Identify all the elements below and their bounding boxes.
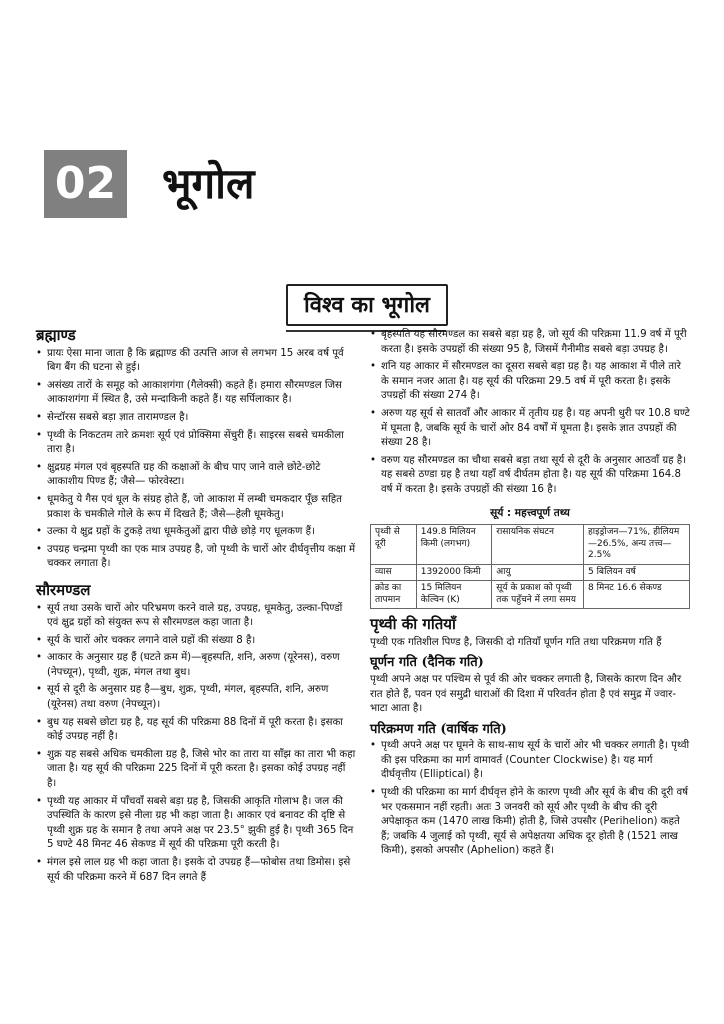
list-item: • सेन्टॉरस सबसे बड़ा ज्ञात तारामण्डल है। xyxy=(36,411,356,426)
table-cell: 1392000 किमी xyxy=(416,564,492,581)
brahmand-list xyxy=(36,347,356,572)
table-cell: हाइड्रोजन—71%, हीलियम—26.5%, अन्य तत्त्व—2.5% xyxy=(584,525,690,565)
list-item: • बृहस्पति यह सौरमण्डल का सबसे बड़ा ग्रह है, जो सूर्य की परिक्रमा 11.9 वर्ष में पूरी करता है। इसके उपग्रहों की संख्या 95 है, जिसमें गैनीमीड सबसे बड़ा उपग्रह है। xyxy=(370,328,690,357)
table-row xyxy=(371,564,690,581)
list-item: • पृथ्वी अपने अक्ष पर घूमने के साथ-साथ सूर्य के चारों ओर भी चक्कर लगाती है। पृथ्वी की इस परिक्रमा का मार्ग वामावर्त (Counter Clockwise) है। यह मार्ग दीर्घवृत्तीय (Elliptical) है। xyxy=(370,739,690,783)
table-row xyxy=(371,525,690,565)
table-cell: व्यास xyxy=(371,564,417,581)
planets-list xyxy=(370,328,690,498)
table-cell: 15 मिलियन केल्विन (K) xyxy=(416,581,492,609)
list-item: • शुक्र यह सबसे अधिक चमकीला ग्रह है, जिसे भोर का तारा या साँझ का तारा भी कहा जाता है। यह सूर्य की परिक्रमा 225 दिनों में पूरी करता है। इसका कोई उपग्रह नहीं है। xyxy=(36,748,356,792)
table-cell: 8 मिनट 16.6 सेकण्ड xyxy=(584,581,690,609)
list-item: • सूर्य के चारों ओर चक्कर लगाने वाले ग्रहों की संख्या 8 है। xyxy=(36,634,356,649)
table-cell: क्रोड का तापमान xyxy=(371,581,417,609)
list-item: • बुध यह सबसे छोटा ग्रह है, यह सूर्य की परिक्रमा 88 दिनों में पूरी करता है। इसका कोई उपग्रह नहीं है। xyxy=(36,716,356,745)
table-row xyxy=(371,581,690,609)
chapter-title: भूगोल xyxy=(162,159,255,208)
list-item: • असंख्य तारों के समूह को आकाशगंगा (गैलेक्सी) कहते हैं। हमारा सौरमण्डल जिस आकाशगंगा में स्थित है, उसे मन्दाकिनी कहते हैं। यह सर्पिलाकार है। xyxy=(36,379,356,408)
chapter-number: 02 xyxy=(44,150,127,218)
section-title: विश्व का भूगोल xyxy=(286,284,448,326)
list-item: • शनि यह आकार में सौरमण्डल का दूसरा सबसे बड़ा ग्रह है। यह आकाश में पीले तारे के समान नजर आता है। यह सूर्य की परिक्रमा 29.5 वर्ष में पूरी करता है। इसके उपग्रहों की संख्या 274 है। xyxy=(370,360,690,404)
list-item: • पृथ्वी की परिक्रमा का मार्ग दीर्घवृत्त होने के कारण पृथ्वी और सूर्य के बीच की दूरी वर्ष भर एकसमान नहीं रहती। अतः 3 जनवरी को सूर्य और पृथ्वी के बीच की दूरी अपेक्षाकृत कम (1470 लाख किमी) होती है, जिसे उपसौर (Perihelion) कहते हैं; जबकि 4 जुलाई को पृथ्वी, सूर्य से अपेक्षतया अधिक दूर होती है (1521 लाख किमी), इसको अपसौर (Aphelion) कहते हैं। xyxy=(370,786,690,859)
sun-table-title: सूर्य : महत्त्वपूर्ण तथ्य xyxy=(490,506,570,519)
parikraman-list xyxy=(370,739,690,859)
table-cell: 5 बिलियन वर्ष xyxy=(584,564,690,581)
list-item: • उल्का ये क्षुद्र ग्रहों के टुकड़े तथा धूमकेतुओं द्वारा पीछे छोड़े गए धूलकण हैं। xyxy=(36,525,356,540)
list-item: • अरुण यह सूर्य से सातवाँ और आकार में तृतीय ग्रह है। यह अपनी धुरी पर 10.8 घण्टे में घूमता है, जबकि सूर्य के चारों ओर 84 वर्षों में घूमता है। इसके ज्ञात उपग्रहों की संख्या 28 है। xyxy=(370,407,690,451)
list-item: • सूर्य से दूरी के अनुसार ग्रह है—बुध, शुक्र, पृथ्वी, मंगल, बृहस्पति, शनि, अरुण (यूरेनस) तथा वरुण (नेपच्यून)। xyxy=(36,683,356,712)
table-cell: पृथ्वी से दूरी xyxy=(371,525,417,565)
prithvi-gatiyan-heading: पृथ्वी की गतियाँ xyxy=(370,615,456,634)
list-item: • पृथ्वी के निकटतम तारे क्रमशः सूर्य एवं प्रोक्सिमा सेंचुरी हैं। साइरस सबसे चमकीला तारा है। xyxy=(36,429,356,458)
list-item: • मंगल इसे लाल ग्रह भी कहा जाता है। इसके दो उपग्रह हैं—फोबोस तथा डिमोस। इसे सूर्य की परिक्रमा करने में 687 दिन लगते हैं xyxy=(36,856,356,885)
list-item: • वरुण यह सौरमण्डल का चौथा सबसे बड़ा तथा सूर्य से दूरी के अनुसार आठवाँ ग्रह है। यह सबसे ठण्डा ग्रह है तथा यहाँ वर्ष दीर्घतम होता है। यह सूर्य की परिक्रमा 164.8 वर्ष में करता है। इसके उपग्रहों की संख्या 16 है। xyxy=(370,454,690,498)
sun-facts-table xyxy=(370,524,690,609)
list-item: • पृथ्वी यह आकार में पाँचवाँ सबसे बड़ा ग्रह है, जिसकी आकृति गोलाभ है। जल की उपस्थिति के कारण इसे नीला ग्रह भी कहा जाता है। आकार एवं बनावट की दृष्टि से पृथ्वी शुक्र ग्रह के समान है तथा अपने अक्ष पर 23.5° झुकी हुई है। पृथ्वी 365 दिन 5 घण्टे 48 मिनट 46 सेकण्ड में सूर्य की परिक्रमा पूरी करती है। xyxy=(36,795,356,853)
left-column xyxy=(36,328,356,888)
ghurnan-text: पृथ्वी अपने अक्ष पर पश्चिम से पूर्व की ओर चक्कर लगाती है, जिसके कारण दिन और रात होते हैं, पवन एवं समुद्री धाराओं की दिशा में परिवर्तन होता है एवं समुद्र में ज्वार-भाटा आता है। xyxy=(370,673,682,715)
list-item: • प्रायः ऐसा माना जाता है कि ब्रह्माण्ड की उत्पत्ति आज से लगभग 15 अरब वर्ष पूर्व बिग बैंग की घटना से हुई। xyxy=(36,347,356,376)
saurmandal-heading: सौरमण्डल xyxy=(36,580,91,599)
prithvi-gatiyan-intro: पृथ्वी एक गतिशील पिण्ड है, जिसकी दो गतियाँ घूर्णन गति तथा परिक्रमण गति हैं xyxy=(370,636,662,648)
table-cell: रासायनिक संघटन xyxy=(492,525,584,565)
list-item: • उपग्रह चन्द्रमा पृथ्वी का एक मात्र उपग्रह है, जो पृथ्वी के चारों ओर दीर्घवृत्तीय कक्षा में चक्कर लगाता है। xyxy=(36,543,356,572)
table-cell: 149.8 मिलियन किमी (लगभग) xyxy=(416,525,492,565)
list-item: • सूर्य तथा उसके चारों ओर परिभ्रमण करने वाले ग्रह, उपग्रह, धूमकेतु, उल्का-पिण्डों एवं क्षुद्र ग्रहों को संयुक्त रूप से सौरमण्डल कहा जाता है। xyxy=(36,602,356,631)
list-item: • आकार के अनुसार ग्रह हैं (घटते क्रम में)—बृहस्पति, शनि, अरुण (यूरेनस), वरुण (नेपच्यून), पृथ्वी, शुक्र, मंगल तथा बुध। xyxy=(36,651,356,680)
list-item: • क्षुद्रग्रह मंगल एवं बृहस्पति ग्रह की कक्षाओं के बीच पाए जाने वाले छोटे-छोटे आकाशीय पिण्ड हैं; जैसे— फोरवेस्टा। xyxy=(36,461,356,490)
list-item: • धूमकेतु ये गैस एवं धूल के संग्रह होते हैं, जो आकाश में लम्बी चमकदार पूँछ सहित प्रकाश के चमकीले गोले के रूप में दिखते हैं; जैसे—हेली धूमकेतु। xyxy=(36,493,356,522)
table-cell: सूर्य के प्रकाश को पृथ्वी तक पहुँचने में लगा समय xyxy=(492,581,584,609)
right-column xyxy=(370,328,690,862)
ghurnan-heading: घूर्णन गति (दैनिक गति) xyxy=(370,655,484,671)
table-cell: आयु xyxy=(492,564,584,581)
brahmand-heading: ब्रह्माण्ड xyxy=(36,326,76,344)
parikraman-heading: परिक्रमण गति (वार्षिक गति) xyxy=(370,721,507,737)
saurmandal-list xyxy=(36,602,356,886)
